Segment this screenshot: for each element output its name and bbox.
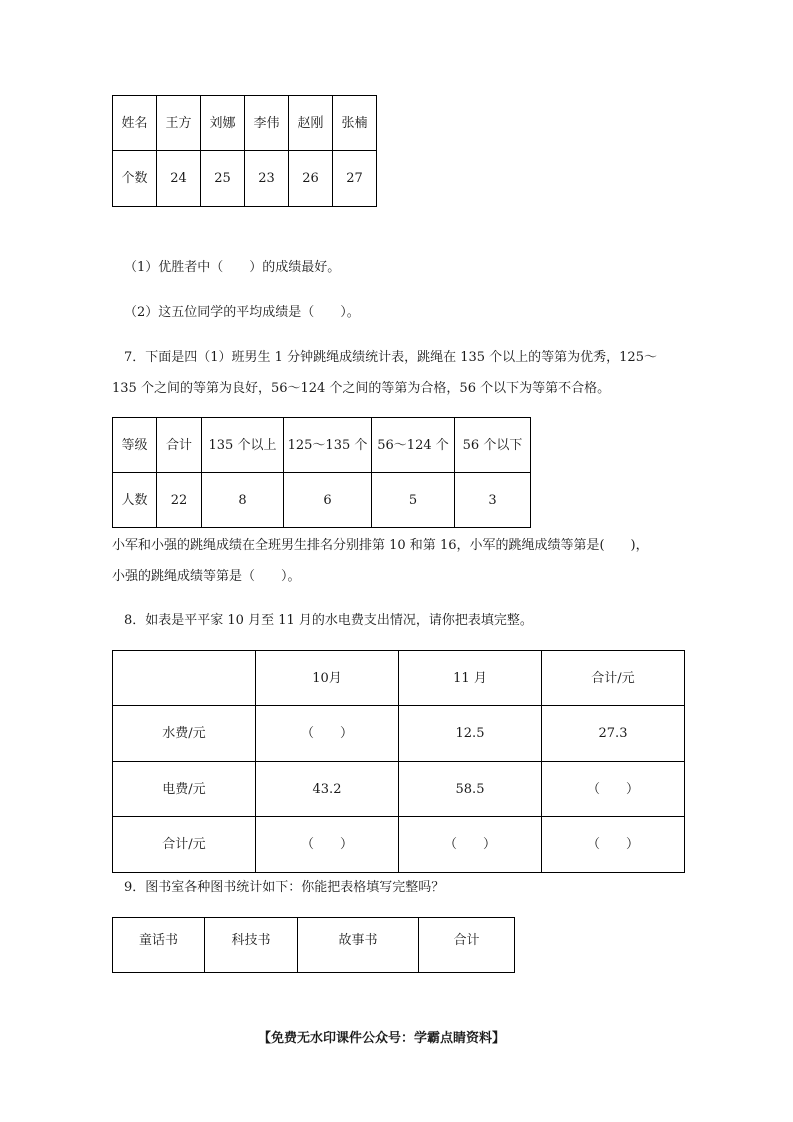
q7-after-line-2: 小强的跳绳成绩等第是（ ）。 xyxy=(112,569,301,584)
utility-header-cell: 10月 xyxy=(256,651,399,706)
utility-cell: 水费/元 xyxy=(113,706,256,762)
utility-cell: 电费/元 xyxy=(113,762,256,817)
grade-cell: 人数 xyxy=(113,473,157,528)
utility-cell: （ ） xyxy=(256,817,399,873)
scores-header-cell: 刘娜 xyxy=(201,96,245,151)
q7-line-1: 7．下面是四（1）班男生 1 分钟跳绳成绩统计表，跳绳在 135 个以上的等第为优秀，125～ xyxy=(124,350,657,365)
utility-cell: （ ） xyxy=(542,762,685,817)
utility-cell: （ ） xyxy=(399,817,542,873)
grade-header-cell: 56 个以下 xyxy=(455,418,531,473)
grade-cell: 3 xyxy=(455,473,531,528)
grade-header-cell: 135 个以上 xyxy=(202,418,284,473)
utility-cell: 12.5 xyxy=(399,706,542,762)
grade-cell: 22 xyxy=(157,473,202,528)
scores-header-cell: 赵刚 xyxy=(289,96,333,151)
utility-cell: 43.2 xyxy=(256,762,399,817)
scores-header-cell: 王方 xyxy=(157,96,201,151)
q8-title: 8．如表是平平家 10 月至 11 月的水电费支出情况，请你把表填完整。 xyxy=(124,613,533,628)
utility-header-cell: 合计/元 xyxy=(542,651,685,706)
scores-cell: 24 xyxy=(157,151,201,207)
grade-header-cell: 等级 xyxy=(113,418,157,473)
utility-header-cell: 11 月 xyxy=(399,651,542,706)
footer-notice: 【免费无水印课件公众号：学霸点睛资料】 xyxy=(258,1031,506,1046)
q7-line-2: 135 个之间的等第为良好，56～124 个之间的等第为合格，56 个以下为等第不合格。 xyxy=(112,381,611,396)
grade-header-cell: 56～124 个 xyxy=(372,418,455,473)
utility-cell: （ ） xyxy=(256,706,399,762)
scores-cell: 27 xyxy=(333,151,377,207)
scores-header-cell: 姓名 xyxy=(113,96,157,151)
utility-cell: （ ） xyxy=(542,817,685,873)
q7-after-line-1: 小军和小强的跳绳成绩在全班男生排名分别排第 10 和第 16，小军的跳绳成绩等第是( )， xyxy=(112,538,649,553)
scores-header-cell: 张楠 xyxy=(333,96,377,151)
books-table xyxy=(112,917,515,973)
grade-cell: 6 xyxy=(284,473,372,528)
q6-line-2: （2）这五位同学的平均成绩是（ ）。 xyxy=(124,305,360,320)
scores-table xyxy=(112,95,377,207)
scores-cell: 26 xyxy=(289,151,333,207)
grade-header-cell: 125～135 个 xyxy=(284,418,372,473)
q6-line-1: （1）优胜者中（ ）的成绩最好。 xyxy=(124,260,341,275)
scores-cell: 25 xyxy=(201,151,245,207)
scores-cell: 23 xyxy=(245,151,289,207)
scores-cell: 个数 xyxy=(113,151,157,207)
grade-header-cell: 合计 xyxy=(157,418,202,473)
books-header-cell: 故事书 xyxy=(298,918,419,973)
scores-header-cell: 李伟 xyxy=(245,96,289,151)
utility-header-cell xyxy=(113,651,256,706)
books-header-cell: 合计 xyxy=(419,918,515,973)
books-header-cell: 童话书 xyxy=(113,918,205,973)
q9-title: 9．图书室各种图书统计如下：你能把表格填写完整吗？ xyxy=(124,880,445,895)
rope-skipping-table xyxy=(112,417,531,528)
books-header-cell: 科技书 xyxy=(205,918,298,973)
grade-cell: 5 xyxy=(372,473,455,528)
utility-cell: 27.3 xyxy=(542,706,685,762)
utility-cell: 合计/元 xyxy=(113,817,256,873)
utility-table xyxy=(112,650,685,873)
grade-cell: 8 xyxy=(202,473,284,528)
utility-cell: 58.5 xyxy=(399,762,542,817)
